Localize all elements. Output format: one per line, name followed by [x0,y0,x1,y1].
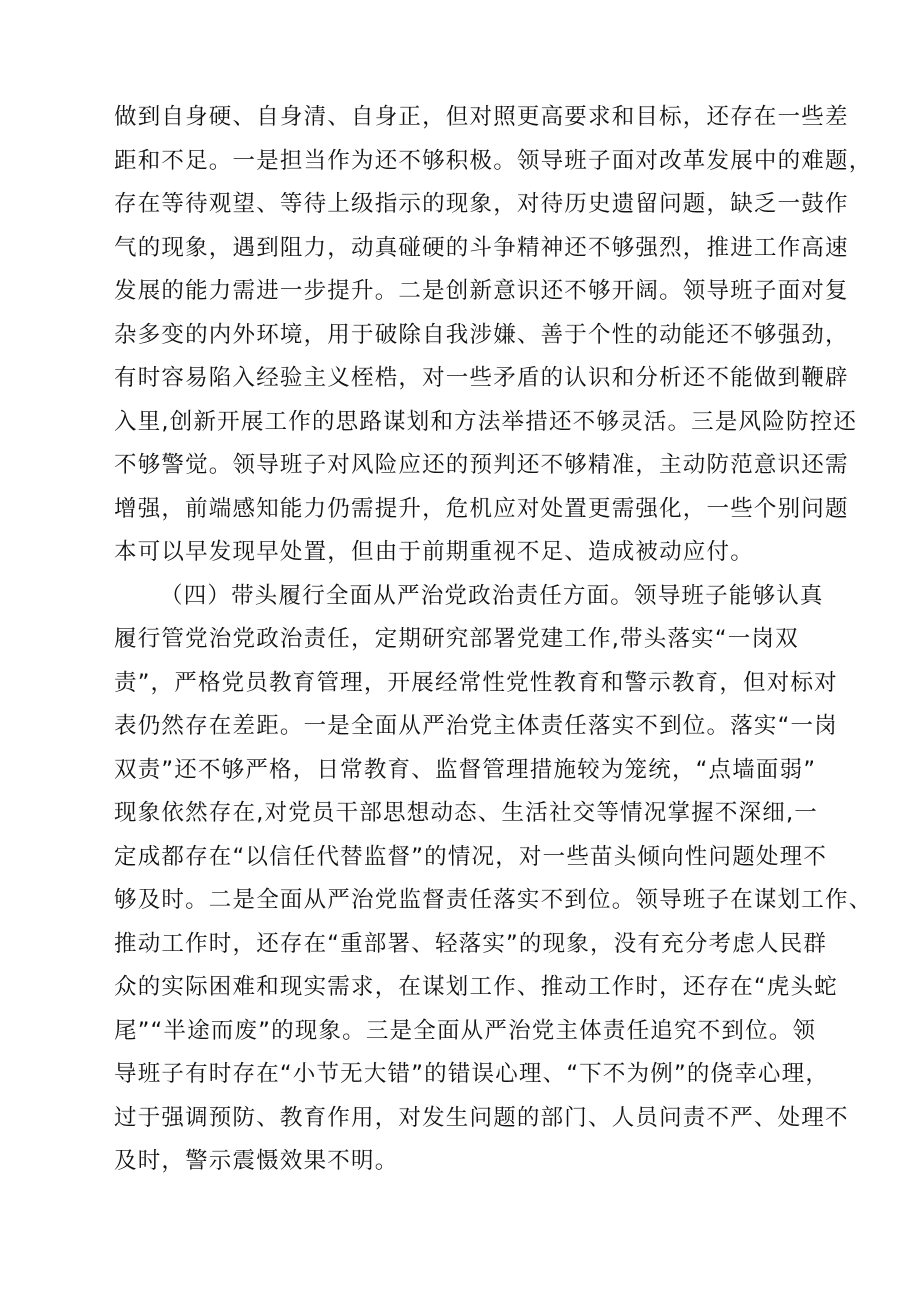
text-line-8: 入里,创新开展工作的思路谋划和方法举措还不够灵活。三是风险防控还 [114,409,858,435]
text-line-22: 尾”“半途而废”的现象。三是全面从严治党主体责任追究不到位。领 [114,1018,817,1044]
text-line-1: 做到自身硬、自身清、自身正，但对照更高要求和目标，还存在一些差 [114,104,849,130]
text-line-21: 众的实际困难和现实需求，在谋划工作、推动工作时，还存在“虎头蛇 [114,974,838,1000]
text-line-10: 增强，前端感知能力仍需提升，危机应对处置更需强化，一些个别问题 [114,496,849,522]
text-line-17: 现象依然存在,对党员干部思想动态、生活社交等情况掌握不深细,一 [114,800,819,826]
text-line-9: 不够警觉。领导班子对风险应还的预判还不够精准，主动防范意识还需 [114,452,849,478]
text-line-25: 及时，警示震慑效果不明。 [114,1148,399,1174]
text-line-14: 责”，严格党员教育管理，开展经常性党性教育和警示教育，但对标对 [114,670,838,696]
text-line-3: 存在等待观望、等待上级指示的现象，对待历史遗留问题，缺乏一鼓作 [114,191,849,217]
text-line-19: 够及时。二是全面从严治党监督责任落实不到位。领导班子在谋划工作、 [114,887,873,913]
text-line-15: 表仍然存在差距。一是全面从严治党主体责任落实不到位。落实“一岗 [114,713,838,739]
text-line-6: 杂多变的内外环境，用于破除自我涉嫌、善于个性的动能还不够强劲， [114,322,849,348]
text-line-16: 双责”还不够严格，日常教育、监督管理措施较为笼统，“点墙面弱” [114,757,817,783]
text-line-7: 有时容易陷入经验主义桎梏，对一些矛盾的认识和分析还不能做到鞭辟 [114,365,849,391]
text-line-20: 推动工作时，还存在“重部署、轻落实”的现象，没有充分考虑人民群 [114,931,828,957]
text-line-23: 导班子有时存在“小节无大错”的错误心理、“下不为例”的侥幸心理， [114,1061,830,1087]
text-line-5: 发展的能力需进一步提升。二是创新意识还不够开阔。领导班子面对复 [114,278,849,304]
text-line-2: 距和不足。一是担当作为还不够积极。领导班子面对改革发展中的难题， [114,148,873,174]
text-line-18: 定成都存在“以信任代替监督”的情况，对一些苗头倾向性问题处理不 [114,844,828,870]
text-line-11: 本可以早发现早处置，但由于前期重视不足、造成被动应付。 [114,539,754,565]
text-line-4: 气的现象，遇到阻力，动真碰硬的斗争精神还不够强烈，推进工作高速 [114,235,849,261]
text-line-13: 履行管党治党政治责任，定期研究部署党建工作,带头落实“一岗双 [114,626,799,652]
section-heading-line: （四）带头履行全面从严治党政治责任方面。领导班子能够认真 [160,583,824,609]
text-line-24: 过于强调预防、教育作用，对发生问题的部门、人员问责不严、处理不 [114,1105,849,1131]
